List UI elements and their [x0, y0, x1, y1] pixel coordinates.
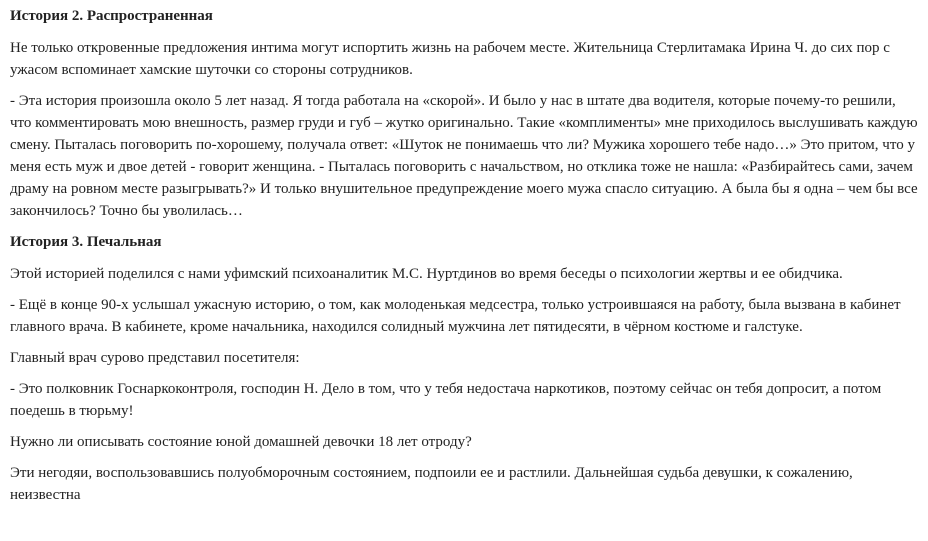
story-3-paragraph: Этой историей поделился с нами уфимский психоаналитик М.С. Нуртдинов во время беседы о психологии жертвы и ее обидчика. [10, 266, 843, 282]
story-3-paragraph: - Это полковник Госнаркоконтроля, господин Н. Дело в том, что у тебя недостача наркотиков, поэтому сейчас он тебя допросит, а потом поедешь в тюрьму! [10, 381, 882, 419]
story-3-paragraph: - Ещё в конце 90-х услышал ужасную историю, о том, как молоденькая медсестра, только устроившаяся на работу, была вызвана в кабинет главного врача. В кабинете, кроме начальника, находился солидный мужчина лет пятидесяти, в чёрном костюме и галстуке. [10, 297, 901, 335]
story-2-paragraph: Не только откровенные предложения интима могут испортить жизнь на рабочем месте. Жительница Стерлитамака Ирина Ч. до сих пор с ужасом вспоминает хамские шуточки со стороны сотрудников. [10, 40, 890, 78]
story-3-paragraph: Главный врач сурово представил посетителя: [10, 350, 300, 366]
story-2-paragraph: - Эта история произошла около 5 лет назад. Я тогда работала на «скорой». И было у нас в штате два водителя, которые почему-то решили, что комментировать мою внешность, размер груди и губ – жутко оригинально. Такие «комплименты» мне приходилось выслушивать каждую смену. Пыталась поговорить по-хорошему, получала ответ: «Шуток не понимаешь что ли? Мужика хорошего тебе надо…» Это притом, что у меня есть муж и двое детей - говорит женщина. - Пыталась поговорить с начальством, но отклика тоже не нашла: «Разбирайтесь сами, зачем драму на ровном месте разыгрывать?» И только внушительное предупреждение моего мужа спасло ситуацию. А была бы я одна – чем бы все закончилось? Точно бы уволилась… [10, 93, 918, 219]
story-3-paragraph: Нужно ли описывать состояние юной домашней девочки 18 лет отроду? [10, 434, 472, 450]
story-3-paragraph: Эти негодяи, воспользовавшись полуобморочным состоянием, подпоили ее и растлили. Дальнейшая судьба девушки, к сожалению, неизвестна [10, 465, 853, 503]
story-3-heading: История 3. Печальная [10, 234, 162, 250]
story-2-heading: История 2. Распространенная [10, 8, 213, 24]
